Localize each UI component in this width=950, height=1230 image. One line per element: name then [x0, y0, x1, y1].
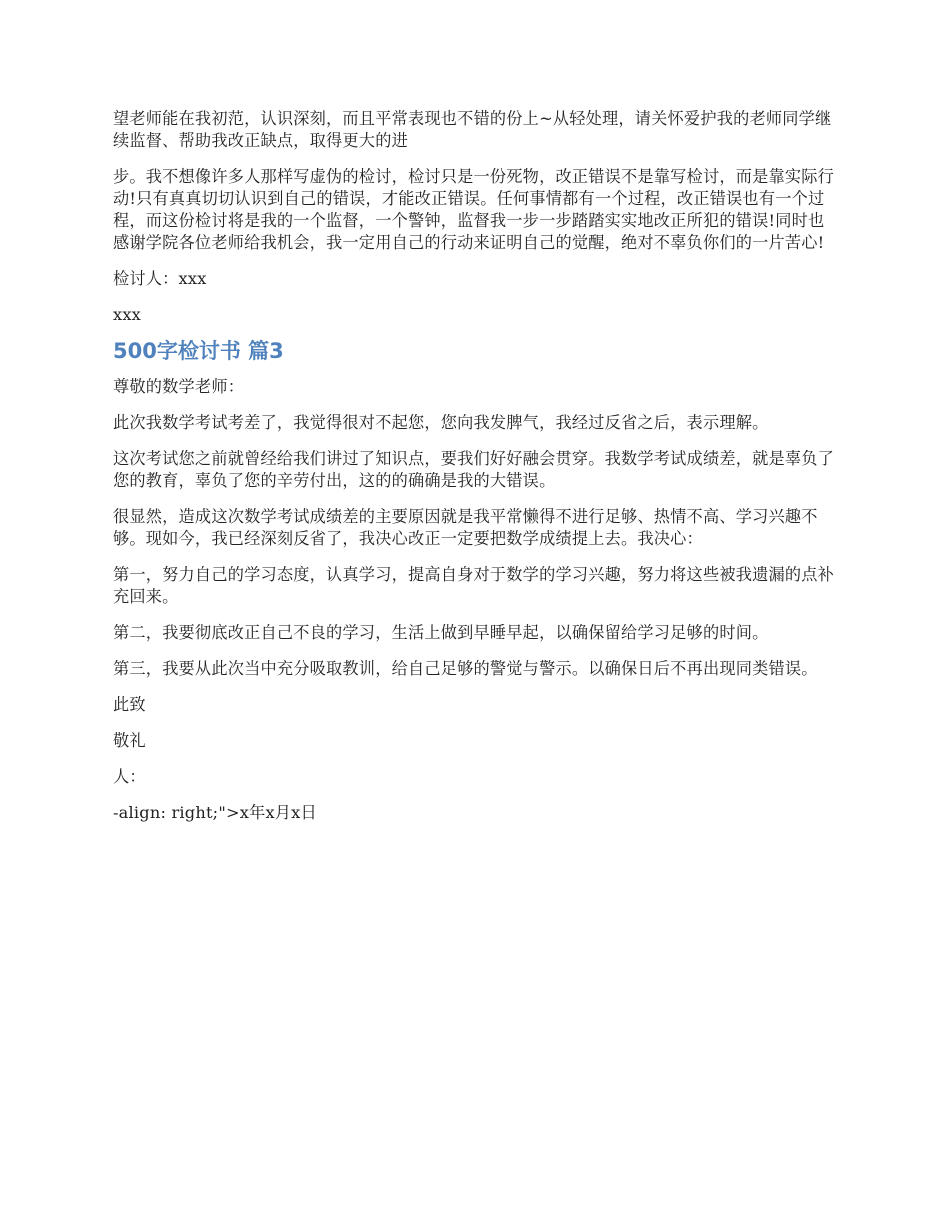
paragraph-reflection: 步。我不想像许多人那样写虚伪的检讨，检讨只是一份死物，改正错误不是靠写检讨，而是靠实际行动!只有真真切切认识到自己的错误，才能改正错误。任何事情都有一个过程，改正错误也有一个过程，而这份检讨将是我的一个监督，一个警钟，监督我一步一步踏踏实实地改正所犯的错误!同时也感谢学院各位老师给我机会，我一定用自己的行动来证明自己的觉醒，绝对不辜负你们的一片苦心! — [113, 167, 835, 252]
signature-line: 检讨人：xxx — [113, 269, 207, 288]
paragraph-first: 第一，努力自己的学习态度，认真学习，提高自身对于数学的学习兴趣，努力将这些被我遗漏的点补充回来。 — [113, 565, 835, 606]
closing-jingli: 敬礼 — [113, 731, 146, 750]
document-page — [113, 108, 840, 824]
paragraph-plea: 望老师能在我初范，认识深刻，而且平常表现也不错的份上~从轻处理，请关怀爱护我的老师同学继续监督、帮助我改正缺点，取得更大的进 — [113, 109, 832, 150]
paragraph-second: 第二，我要彻底改正自己不良的学习，生活上做到早睡早起，以确保留给学习足够的时间。 — [113, 623, 769, 642]
date-line: -align: right;">x年x月x日 — [113, 803, 317, 822]
paragraph-apology: 此次我数学考试考差了，我觉得很对不起您，您向我发脾气，我经过反省之后，表示理解。 — [113, 413, 769, 432]
section-heading: 500字检讨书 篇3 — [113, 339, 284, 363]
paragraph-cause: 很显然，造成这次数学考试成绩差的主要原因就是我平常懒得不进行足够、热情不高、学习兴趣不够。现如今，我已经深刻反省了，我决心改正一定要把数学成绩提上去。我决心： — [113, 507, 818, 548]
paragraph-explanation: 这次考试您之前就曾经给我们讲过了知识点，要我们好好融会贯穿。我数学考试成绩差，就是辜负了您的教育，辜负了您的辛劳付出，这的的确确是我的大错误。 — [113, 449, 835, 490]
paragraph-third: 第三，我要从此次当中充分吸取教训，给自己足够的警觉与警示。以确保日后不再出现同类错误。 — [113, 659, 818, 678]
signature-name: xxx — [113, 305, 141, 324]
salutation: 尊敬的数学老师： — [113, 377, 245, 396]
closing-cizhi: 此致 — [113, 695, 146, 714]
signer-line: 人： — [113, 767, 146, 786]
